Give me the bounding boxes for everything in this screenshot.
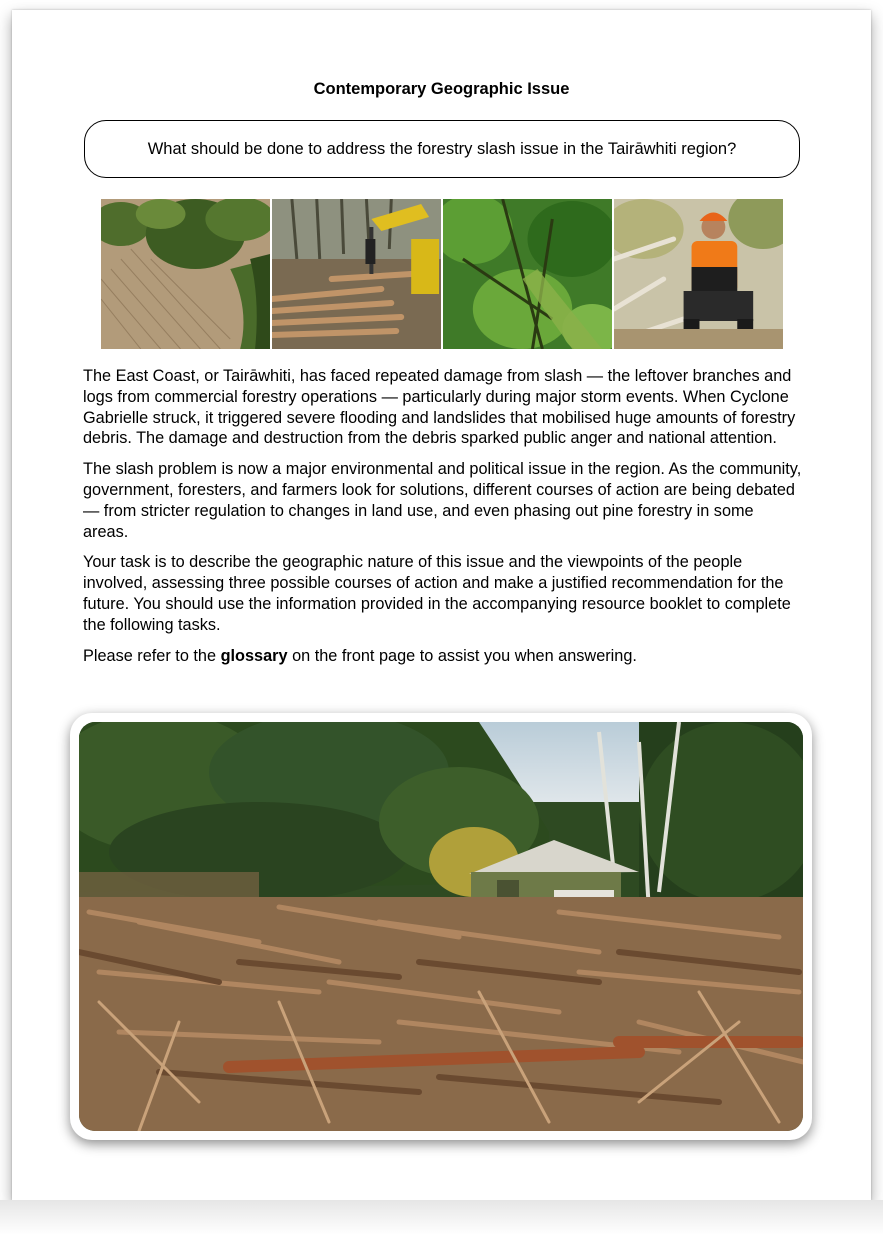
slash-debris-house-photo	[79, 722, 803, 1131]
aerial-slash-hillside-photo	[101, 199, 270, 349]
main-photo-frame	[70, 713, 812, 1140]
question-box	[84, 120, 800, 178]
page-reflection	[0, 1200, 883, 1235]
pine-canopy-photo	[443, 199, 612, 349]
excavator-logs-photo	[272, 199, 441, 349]
glossary-sentence-start: Please refer to the	[83, 646, 221, 665]
paragraph-1: The East Coast, or Tairāwhiti, has faced repeated damage from slash — the leftover branches and logs from commercial forestry operations — particularly during major storm events. When Cyclone Gabrielle struck, it triggered severe flooding and landslides that mobilised huge amounts of forestry debris. The damage and destruction from the debris sparked public anger and national attention.	[83, 367, 796, 448]
question-text: What should be done to address the forestry slash issue in the Tairāwhiti region?	[147, 139, 737, 158]
photo-strip	[101, 199, 783, 349]
glossary-sentence-end: on the front page to assist you when answering.	[287, 646, 637, 665]
page-title: Contemporary Geographic Issue	[313, 80, 570, 98]
body-text	[83, 366, 803, 676]
paragraph-2: The slash problem is now a major environmental and political issue in the region. As the community, government, foresters, and farmers look for solutions, different courses of action are being debated — from stricter regulation to changes in land use, and even phasing out pine forestry in some areas.	[83, 460, 802, 541]
glossary-term: glossary	[220, 646, 288, 665]
forestry-worker-photo	[614, 199, 783, 349]
paragraph-3: Your task is to describe the geographic nature of this issue and the viewpoints of the people involved, assessing three possible courses of action and make a justified recommendation for the future. You should use the information provided in the accompanying resource booklet to complete the following tasks.	[83, 553, 791, 634]
document-page	[12, 10, 871, 1200]
glossary-sentence	[83, 646, 803, 667]
